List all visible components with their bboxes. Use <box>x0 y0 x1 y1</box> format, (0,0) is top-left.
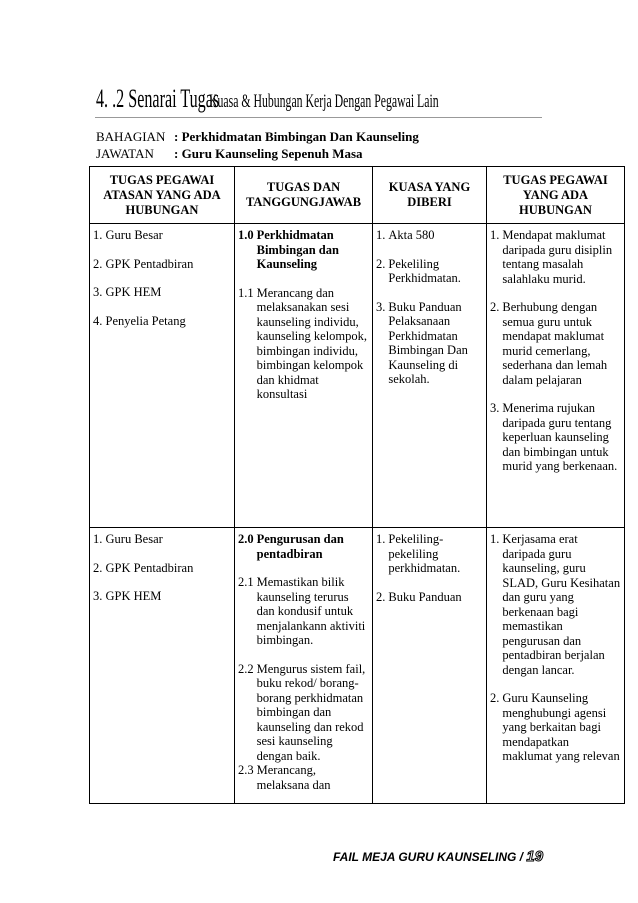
item-text: Pekeliling Perkhidmatan. <box>388 256 461 285</box>
row1-related-duties <box>487 224 625 528</box>
item-text: Pekeliling-pekeliling perkhidmatan. <box>388 532 461 575</box>
item-number: 1. <box>490 532 500 546</box>
list-item <box>490 228 621 286</box>
item-number: 3. <box>490 401 500 415</box>
list-item <box>238 763 369 792</box>
item-text: Buku Panduan Pelaksanaan Perkhidmatan Bimbingan Dan Kaunseling di sekolah. <box>388 299 468 386</box>
item-text: Kerjasama erat daripada guru kaunseling, guru SLAD, Guru Kesihatan dan guru yang berkenaan bagi memastikan pengurusan dan pentadbiran berjalan dengan lancar. <box>502 532 621 677</box>
list-item: 3. GPK HEM <box>93 285 162 299</box>
item-number: 1. <box>376 228 386 242</box>
list-item <box>490 401 621 474</box>
table-row <box>90 224 625 528</box>
table-row <box>90 528 625 804</box>
bahagian-label: BAHAGIAN <box>96 129 166 144</box>
duty-heading-number: 2.0 <box>238 532 254 546</box>
item-number: 3. <box>376 299 386 314</box>
list-item: 2. GPK Pentadbiran <box>93 256 194 271</box>
item-text: Berhubung dengan semua guru untuk mendapat maklumat murid cemerlang, sederhana dan lemah dalam pelajaran <box>502 300 608 387</box>
list-item <box>238 575 369 648</box>
list-item <box>238 662 369 764</box>
footer-text: FAIL MEJA GURU KAUNSELING / <box>333 850 527 864</box>
item-text: Menerima rujukan daripada guru tentang keperluan kaunseling dan bimbingan untuk murid yang berkenaan. <box>502 401 618 473</box>
duty-heading-text: Pengurusan dan pentadbiran <box>256 532 344 561</box>
item-text: Memastikan bilik kaunseling terurus dan kondusif untuk menjalankann aktiviti bimbingan. <box>256 575 366 647</box>
item-text: Guru Kaunseling menghubungi agensi yang berkaitan bagi mendapatkan maklumat yang relevan <box>502 691 620 763</box>
item-number: 1. <box>490 228 500 242</box>
list-item <box>490 300 621 387</box>
duties-table <box>89 166 625 804</box>
title-subtitle: Kuasa & Hubungan Kerja Dengan Pegawai Lain <box>208 91 439 112</box>
jawatan-label: JAWATAN <box>96 146 154 161</box>
row1-authority <box>373 224 487 528</box>
item-number: 2. <box>490 691 500 705</box>
item-number: 2. <box>376 256 386 271</box>
list-item: 4. Penyelia Petang <box>93 313 186 328</box>
list-item <box>376 257 483 286</box>
page-number: 19 <box>526 848 544 865</box>
item-text: Merancang dan melaksanakan sesi kaunseling individu, kaunseling kelompok, bimbingan individu, bimbingan kelompok dan khidmat konsultasi <box>256 285 368 401</box>
jawatan-value: : Guru Kaunseling Sepenuh Masa <box>174 146 363 161</box>
list-item <box>490 532 621 677</box>
duty-heading <box>238 228 369 272</box>
list-item <box>376 590 483 605</box>
row2-authority <box>373 528 487 804</box>
row2-duties <box>235 528 373 804</box>
page-title <box>96 84 546 114</box>
header-related-officer-duties: TUGAS PEGAWAI YANG ADA HUBUNGAN <box>487 167 625 224</box>
list-item <box>376 300 483 387</box>
item-number: 1. <box>376 532 386 546</box>
list-item <box>490 691 621 764</box>
item-text: Mengurus sistem fail, buku rekod/ borang-borang perkhidmatan bimbingan dan kaunseling dan rekod sesi kaunseling dengan baik. <box>256 661 366 763</box>
list-item: 1. Guru Besar <box>93 228 163 242</box>
item-number: 1.1 <box>238 285 254 300</box>
item-text: Merancang, melaksana dan <box>256 763 331 792</box>
list-item: 1. Guru Besar <box>93 532 163 546</box>
item-text: Akta 580 <box>388 228 435 242</box>
jawatan-row <box>96 145 419 162</box>
title-main: 4. .2 Senarai Tugas <box>96 84 220 113</box>
bahagian-value: : Perkhidmatan Bimbingan Dan Kaunseling <box>174 129 419 144</box>
row1-superiors <box>90 224 235 528</box>
list-item: 2. GPK Pentadbiran <box>93 560 194 575</box>
duty-heading <box>238 532 369 561</box>
item-number: 2. <box>376 589 386 604</box>
item-number: 2.1 <box>238 575 254 589</box>
header-authority-given: KUASA YANG DIBERI <box>373 167 487 224</box>
header-duties-responsibilities: TUGAS DAN TANGGUNGJAWAB <box>235 167 373 224</box>
item-text: Buku Panduan <box>388 589 462 604</box>
list-item <box>376 532 483 576</box>
item-number: 2.2 <box>238 661 254 676</box>
item-number: 2. <box>490 300 500 314</box>
title-underline <box>95 117 542 118</box>
header-superior-duties: TUGAS PEGAWAI ATASAN YANG ADA HUBUNGAN <box>90 167 235 224</box>
list-item <box>376 228 483 243</box>
row2-related-duties <box>487 528 625 804</box>
duty-heading-number: 1.0 <box>238 228 254 242</box>
bahagian-row <box>96 128 419 145</box>
list-item: 3. GPK HEM <box>93 589 162 603</box>
duty-heading-text: Perkhidmatan Bimbingan dan Kaunseling <box>256 228 339 271</box>
item-number: 2.3 <box>238 763 254 777</box>
item-text: Mendapat maklumat daripada guru disiplin tentang masalah salahlaku murid. <box>502 228 613 286</box>
row2-superiors <box>90 528 235 804</box>
table-header-row <box>90 167 625 224</box>
page-footer <box>333 848 543 865</box>
meta-block <box>96 128 419 162</box>
row1-duties <box>235 224 373 528</box>
list-item <box>238 286 369 402</box>
